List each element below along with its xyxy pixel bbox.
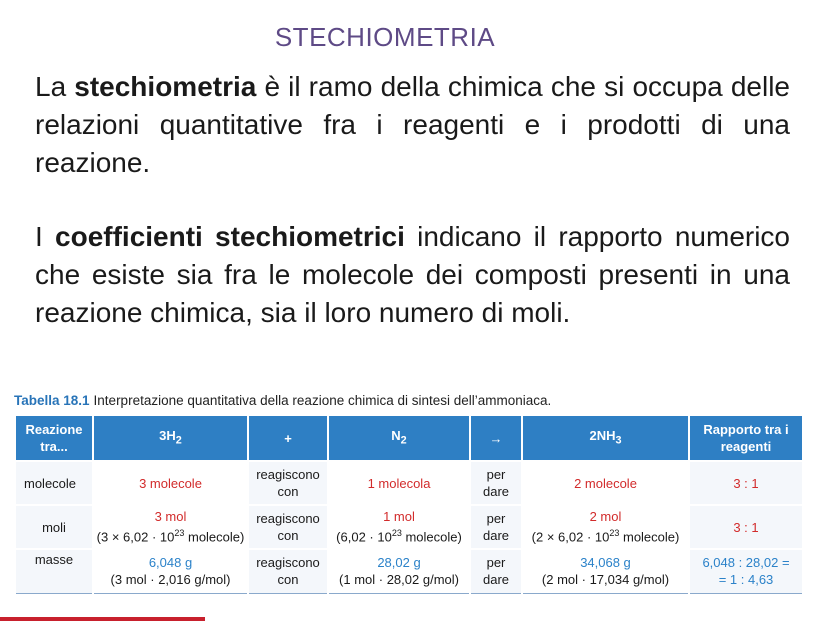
row-label: molecole — [15, 461, 93, 505]
cell-react: reagiscono con — [248, 461, 328, 505]
cell-per: per dare — [470, 461, 522, 505]
definition-paragraph — [35, 68, 790, 182]
slide-title: STECHIOMETRIA — [274, 22, 496, 52]
cell-nh3: 2 mol ($2 \times 6,02 \cdot 10^{23}$ molecole) — [522, 505, 689, 549]
cell-nh3: 34,068 g (2 mol · 17,034 g/mol) — [522, 549, 689, 593]
table-caption — [14, 393, 551, 408]
coefficients-paragraph — [35, 218, 790, 332]
row-label: masse — [15, 549, 93, 593]
cell-h2: 3 molecole — [93, 461, 248, 505]
cell-h2: 6,048 g (3 mol · 2,016 g/mol) — [93, 549, 248, 593]
cell-h2: 3 mol ($3 \times 6,02 \cdot 10^{23}$ molecole) — [93, 505, 248, 549]
p2-pre: I — [35, 221, 56, 252]
cell-n2: 1 molecola — [328, 461, 470, 505]
p1-bold-term: stechiometria — [74, 71, 257, 102]
table-caption-text: Interpretazione quantitativa della reazione chimica di sintesi dell’ammoniaca. — [93, 393, 552, 408]
header-ratio: Rapporto tra i reagenti — [689, 415, 803, 461]
cell-per: per dare — [470, 505, 522, 549]
cell-n2: 28,02 g (1 mol · 28,02 g/mol) — [328, 549, 470, 593]
p2-bold-term: coefficienti stechiometrici — [55, 221, 405, 252]
bottom-accent-bar — [0, 617, 205, 621]
cell-ratio: 6,048 : 28,02 = = 1 : 4,63 — [689, 549, 803, 593]
stoichiometry-table — [14, 414, 804, 594]
table-row-masse — [15, 549, 803, 593]
header-reaction: Reazione tra... — [15, 415, 93, 461]
header-arrow: → — [470, 415, 522, 461]
header-n2: $N_2$ — [328, 415, 470, 461]
table-row-molecole — [15, 461, 803, 505]
cell-ratio: 3 : 1 — [689, 461, 803, 505]
cell-ratio: 3 : 1 — [689, 505, 803, 549]
header-h2: $3H_2$ — [93, 415, 248, 461]
table-row-moli — [15, 505, 803, 549]
p2-post: indicano il rapporto numerico che esiste sia fra le molecole dei composti presenti in una reazione chimica, sia il loro numero di moli. — [35, 221, 791, 328]
table-number: Tabella 18.1 — [14, 393, 90, 408]
header-plus: + — [248, 415, 328, 461]
cell-nh3: 2 molecole — [522, 461, 689, 505]
p1-post: è il ramo della chimica che si occupa delle relazioni quantitative fra i reagenti e i prodotti di una reazione. — [35, 71, 790, 178]
cell-n2: 1 mol ($6,02 \cdot 10^{23}$ molecole) — [328, 505, 470, 549]
p1-pre: La — [35, 71, 75, 102]
cell-react: reagiscono con — [248, 505, 328, 549]
cell-per: per dare — [470, 549, 522, 593]
table-header-row — [15, 415, 803, 461]
header-nh3: $2NH_3$ — [522, 415, 689, 461]
cell-react: reagiscono con — [248, 549, 328, 593]
row-label: moli — [15, 505, 93, 549]
